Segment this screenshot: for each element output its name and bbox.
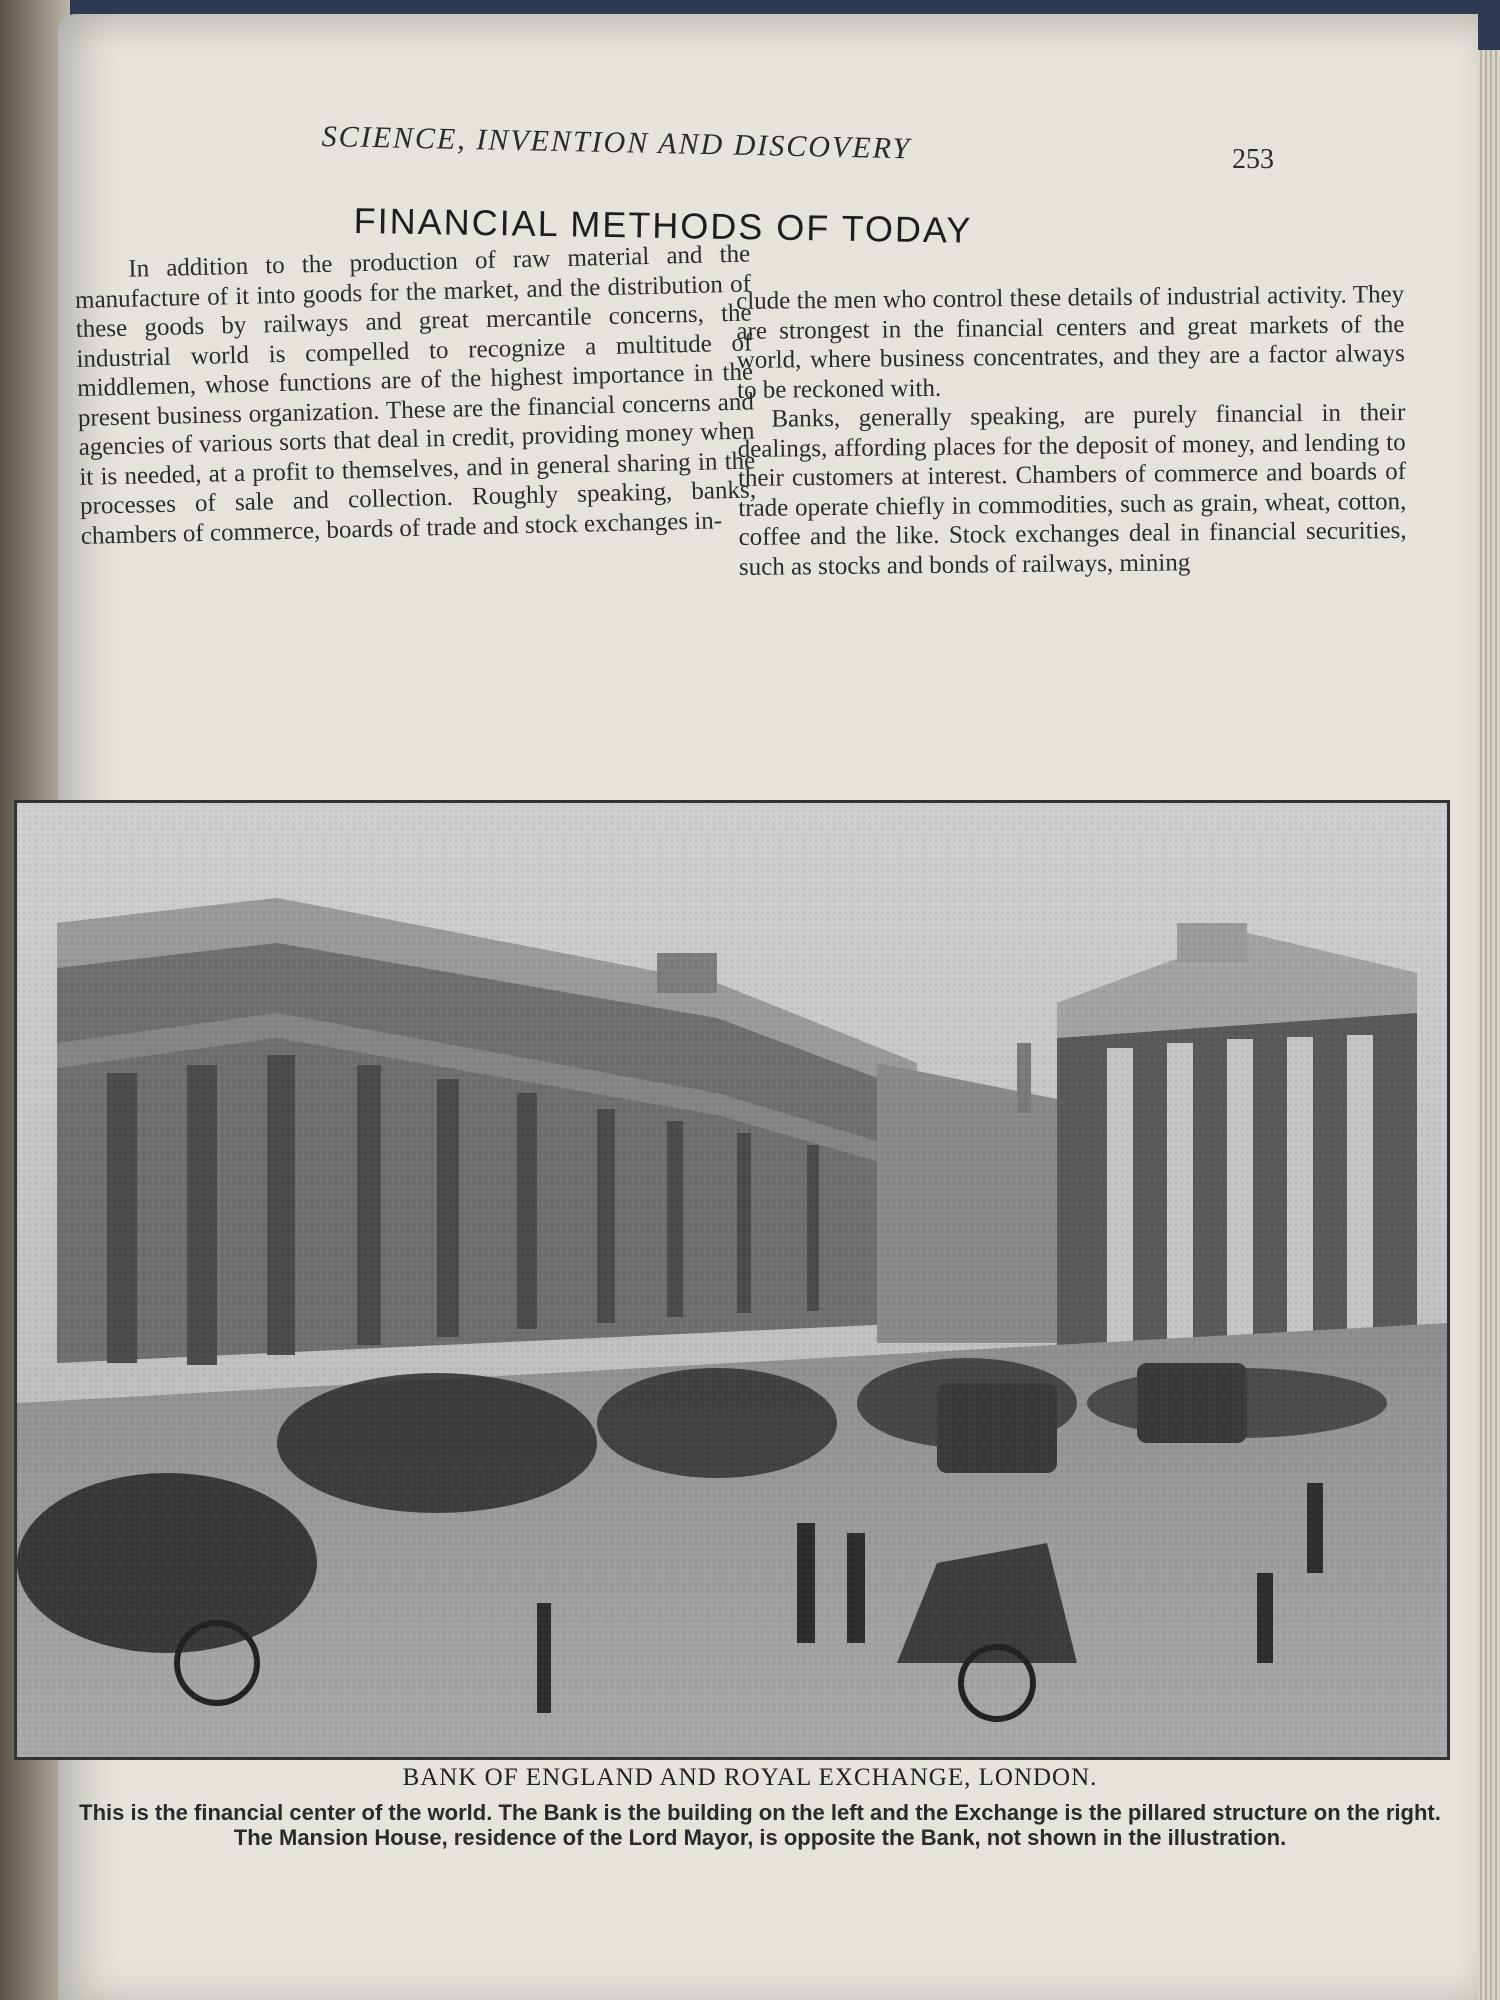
running-head: SCIENCE, INVENTION AND DISCOVERY <box>321 120 912 166</box>
right-paragraph-1: clude the men who control these details of industrial activity. They are strongest in the financial centers and great markets of the world, where business concentrates, and they are a factor always to be reckoned with. <box>736 281 1405 404</box>
photo-drawing <box>17 803 1447 1757</box>
page-number: 253 <box>1232 144 1274 175</box>
caption-text: This is the financial center of the world. The Bank is the building on the left and the Exchange is the pillared structure on the right. The Mansion House, residence of the Lord Mayor, is opposite the Bank, not shown in the illustration. <box>79 1800 1441 1850</box>
right-paragraph-2: Banks, generally speaking, are purely financial in their dealings, affording places for the deposit of money, and lending to their customers at interest. Chambers of commerce and boards of trade operate chiefly in commodities, such as grain, wheat, cotton, coffee and the like. Stock exchanges deal in financial securities, such as stocks and bonds of railways, mining <box>737 398 1407 581</box>
right-column <box>736 280 1409 807</box>
photo-grain <box>17 803 1447 1757</box>
left-column <box>74 239 763 815</box>
caption-title: BANK OF ENGLAND AND ROYAL EXCHANGE, LONDON. <box>402 1764 1098 1791</box>
left-paragraph: In addition to the production of raw material and the manufacture of it into goods for the market, and the distribution of these goods by railways and great mercantile concerns, the industrial world is compelled to recognize a multitude of middlemen, whose functions are of the highest importance in the present business organization. These are the financial concerns and agencies of various sorts that deal in credit, providing money when it is needed, at a profit to themselves, and in general sharing in the processes of sale and collection. Roughly speaking, banks, chambers of commerce, boards of trade and stock exchanges in- <box>74 240 757 550</box>
article-title: FINANCIAL METHODS OF TODAY <box>353 200 973 251</box>
street-photograph <box>14 800 1450 1760</box>
